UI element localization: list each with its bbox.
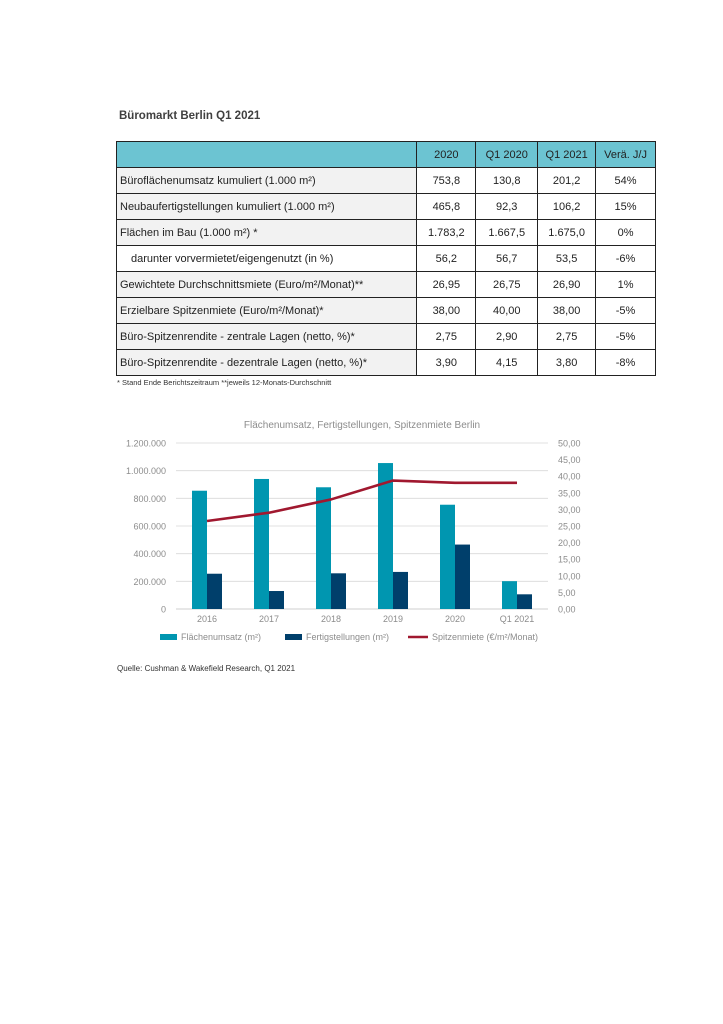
cell-q1-2020: 92,3 bbox=[476, 194, 538, 220]
x-tick-label: 2016 bbox=[196, 614, 218, 624]
table-footnote: * Stand Ende Berichtszeitraum **jeweils 12-Monats-Durchschnitt bbox=[117, 378, 332, 387]
cell-change: 1% bbox=[596, 272, 656, 298]
cell-q1-2021: 26,90 bbox=[538, 272, 596, 298]
cell-q1-2020: 40,00 bbox=[476, 298, 538, 324]
row-label: Büroflächenumsatz kumuliert (1.000 m²) bbox=[117, 168, 417, 194]
bar-fertigstellungen bbox=[331, 573, 346, 609]
bar-fertigstellungen bbox=[269, 591, 284, 609]
cell-2020: 465,8 bbox=[417, 194, 476, 220]
cell-q1-2020: 130,8 bbox=[476, 168, 538, 194]
legend-swatch bbox=[160, 634, 177, 640]
row-label: Neubaufertigstellungen kumuliert (1.000 m²) bbox=[117, 194, 417, 220]
legend-label: Flächenumsatz (m²) bbox=[181, 632, 262, 642]
cell-change: -6% bbox=[596, 246, 656, 272]
bar-fertigstellungen bbox=[517, 594, 532, 609]
cell-2020: 2,75 bbox=[417, 324, 476, 350]
table-row bbox=[117, 194, 656, 220]
y-left-tick-label: 600.000 bbox=[133, 521, 166, 532]
cell-q1-2020: 1.667,5 bbox=[476, 220, 538, 246]
table-header-row bbox=[117, 142, 656, 168]
y-right-tick-label: 20,00 bbox=[558, 538, 581, 549]
row-label: Büro-Spitzenrendite - zentrale Lagen (netto, %)* bbox=[117, 324, 417, 350]
table-row bbox=[117, 220, 656, 246]
y-left-tick-label: 800.000 bbox=[133, 493, 166, 504]
bar-fertigstellungen bbox=[207, 574, 222, 609]
y-right-tick-label: 50,00 bbox=[558, 438, 581, 449]
table-row bbox=[117, 324, 656, 350]
cell-q1-2020: 4,15 bbox=[476, 350, 538, 376]
cell-2020: 3,90 bbox=[417, 350, 476, 376]
bar-fertigstellungen bbox=[455, 545, 470, 609]
bar-flaechenumsatz bbox=[254, 479, 269, 609]
chart-title: Flächenumsatz, Fertigstellungen, Spitzenmiete Berlin bbox=[243, 420, 481, 431]
cell-2020: 26,95 bbox=[417, 272, 476, 298]
cell-change: 0% bbox=[596, 220, 656, 246]
bar-flaechenumsatz bbox=[316, 487, 331, 609]
cell-q1-2020: 26,75 bbox=[476, 272, 538, 298]
row-label: Flächen im Bau (1.000 m²) * bbox=[117, 220, 417, 246]
cell-q1-2020: 2,90 bbox=[476, 324, 538, 350]
cell-q1-2021: 53,5 bbox=[538, 246, 596, 272]
y-left-tick-label: 400.000 bbox=[133, 549, 166, 560]
y-left-tick-label: 0 bbox=[160, 604, 166, 615]
row-label: Erzielbare Spitzenmiete (Euro/m²/Monat)* bbox=[117, 298, 417, 324]
y-right-tick-label: 0,00 bbox=[558, 604, 576, 615]
table-header-blank bbox=[117, 142, 417, 168]
table-row bbox=[117, 246, 656, 272]
x-tick-label: 2017 bbox=[258, 614, 280, 624]
bar-flaechenumsatz bbox=[192, 491, 207, 609]
y-left-tick-label: 200.000 bbox=[133, 576, 166, 587]
table-row bbox=[117, 168, 656, 194]
x-tick-label: 2018 bbox=[320, 614, 342, 624]
cell-q1-2021: 201,2 bbox=[538, 168, 596, 194]
table-header-q1-2020: Q1 2020 bbox=[476, 142, 538, 168]
legend-label: Fertigstellungen (m²) bbox=[306, 632, 390, 642]
market-table bbox=[116, 141, 656, 376]
cell-q1-2021: 2,75 bbox=[538, 324, 596, 350]
cell-2020: 38,00 bbox=[417, 298, 476, 324]
cell-q1-2020: 56,7 bbox=[476, 246, 538, 272]
y-right-tick-label: 15,00 bbox=[558, 554, 581, 565]
source-note: Quelle: Cushman & Wakefield Research, Q1 2021 bbox=[117, 664, 296, 673]
y-right-tick-label: 25,00 bbox=[558, 521, 581, 532]
legend-label: Spitzenmiete (€/m²/Monat) bbox=[432, 632, 539, 642]
y-right-tick-label: 10,00 bbox=[558, 571, 581, 582]
table-row bbox=[117, 272, 656, 298]
cell-q1-2021: 38,00 bbox=[538, 298, 596, 324]
y-left-tick-label: 1.200.000 bbox=[125, 438, 166, 449]
table-row bbox=[117, 298, 656, 324]
table-row bbox=[117, 350, 656, 376]
cell-change: -5% bbox=[596, 324, 656, 350]
row-label: Büro-Spitzenrendite - dezentrale Lagen (netto, %)* bbox=[117, 350, 417, 376]
y-right-tick-label: 5,00 bbox=[558, 587, 576, 598]
cell-change: 54% bbox=[596, 168, 656, 194]
bar-flaechenumsatz bbox=[502, 581, 517, 609]
row-label: darunter vorvermietet/eigengenutzt (in %) bbox=[117, 246, 417, 272]
chart bbox=[100, 410, 581, 650]
cell-q1-2021: 106,2 bbox=[538, 194, 596, 220]
cell-2020: 1.783,2 bbox=[417, 220, 476, 246]
x-tick-label: 2020 bbox=[444, 614, 466, 624]
cell-2020: 753,8 bbox=[417, 168, 476, 194]
y-right-tick-label: 30,00 bbox=[558, 504, 581, 515]
legend-swatch bbox=[285, 634, 302, 640]
cell-change: -5% bbox=[596, 298, 656, 324]
y-right-tick-label: 40,00 bbox=[558, 471, 581, 482]
bar-fertigstellungen bbox=[393, 572, 408, 609]
cell-change: -8% bbox=[596, 350, 656, 376]
x-tick-label: 2019 bbox=[382, 614, 404, 624]
page-title: Büromarkt Berlin Q1 2021 bbox=[119, 110, 261, 122]
cell-change: 15% bbox=[596, 194, 656, 220]
cell-q1-2021: 3,80 bbox=[538, 350, 596, 376]
y-left-tick-label: 1.000.000 bbox=[125, 466, 166, 477]
table-header-q1-2021: Q1 2021 bbox=[538, 142, 596, 168]
row-label: Gewichtete Durchschnittsmiete (Euro/m²/Monat)** bbox=[117, 272, 417, 298]
bar-flaechenumsatz bbox=[440, 505, 455, 609]
line-spitzenmiete bbox=[207, 481, 517, 522]
y-right-tick-label: 35,00 bbox=[558, 488, 581, 499]
cell-2020: 56,2 bbox=[417, 246, 476, 272]
table-header-2020: 2020 bbox=[417, 142, 476, 168]
x-tick-label: Q1 2021 bbox=[499, 614, 535, 624]
table-header-change: Verä. J/J bbox=[596, 142, 656, 168]
y-right-tick-label: 45,00 bbox=[558, 455, 581, 466]
cell-q1-2021: 1.675,0 bbox=[538, 220, 596, 246]
